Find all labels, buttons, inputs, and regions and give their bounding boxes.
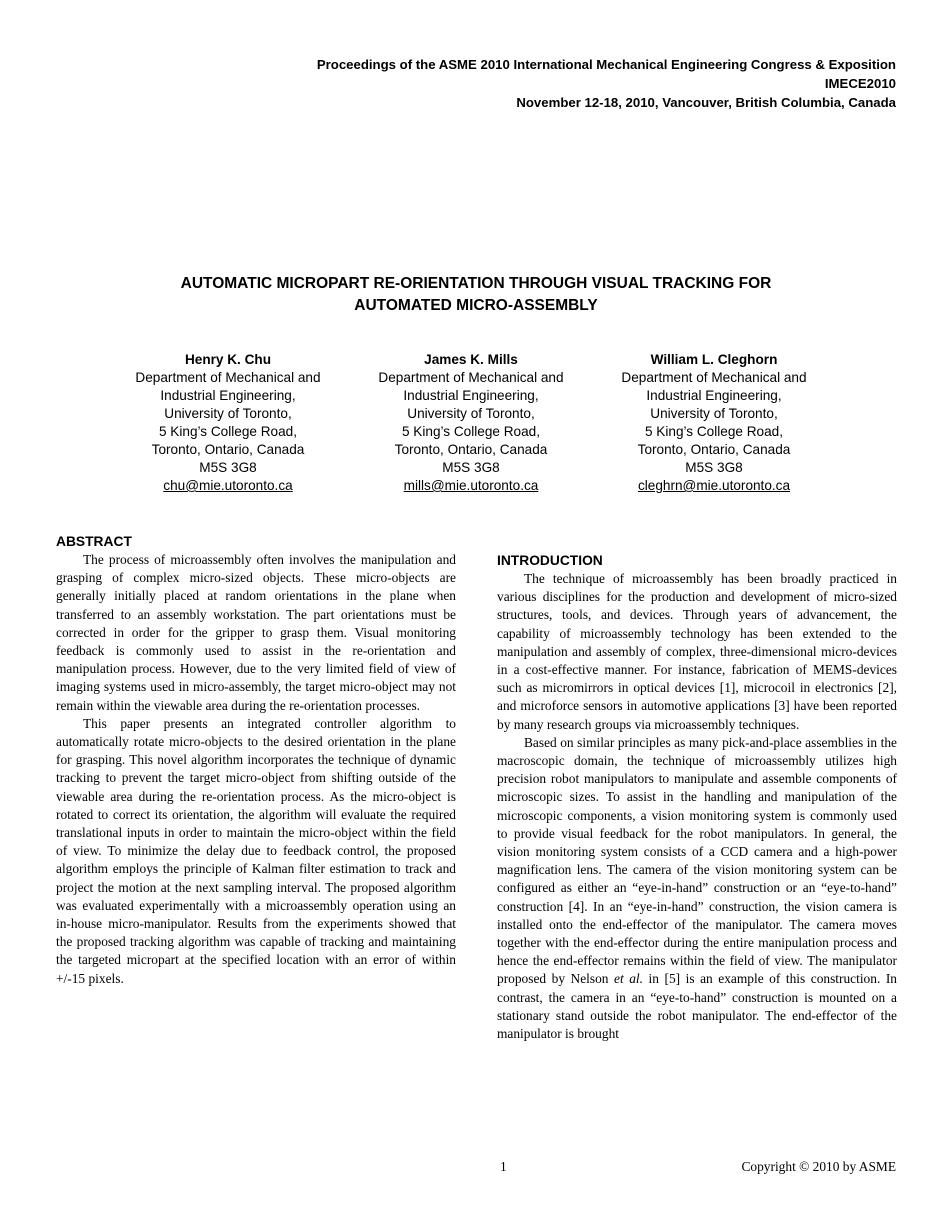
- author-name: James K. Mills: [424, 352, 518, 367]
- author-university: University of Toronto,: [407, 406, 535, 421]
- author-dept-line1: Department of Mechanical and: [378, 370, 564, 385]
- abstract-heading: ABSTRACT: [56, 534, 132, 549]
- page-footer: [56, 1159, 896, 1179]
- intro-p2-text-a: Based on similar principles as many pick-and-place assemblies in the macroscopic domain, the technique of microassembly utilizes high precision robot manipulators to manipulate and assemble components of microscopic sizes. To assist in the handling and manipulation of the microscopic components, a vision monitoring system is commonly used to provide visual feedback for the robot manipulators. In general, the vision monitoring system consists of a CCD camera and a high-power magnification lens. The camera of the vision monitoring system can be configured as either an “eye-in-hand” construction or an “eye-to-hand” construction [4]. In an “eye-in-hand” construction, the vision camera is installed onto the end-effector of the manipulator. The camera moves together with the end-effector during the entire manipulation process and hence the end-effector remains within the field of view. The manipulator proposed by Nelson: [497, 734, 897, 987]
- author-university: University of Toronto,: [164, 406, 292, 421]
- author-name: Henry K. Chu: [184, 352, 272, 367]
- proceedings-header: [317, 55, 896, 112]
- header-code: IMECE2010: [824, 76, 896, 91]
- introduction-section: [497, 552, 897, 1043]
- author-city: Toronto, Ontario, Canada: [151, 442, 305, 457]
- author-dept-line2: Industrial Engineering,: [646, 388, 782, 403]
- author-university: University of Toronto,: [650, 406, 778, 421]
- author-postal-code: M5S 3G8: [199, 460, 257, 475]
- author-city: Toronto, Ontario, Canada: [394, 442, 548, 457]
- title-line-2: AUTOMATED MICRO-ASSEMBLY: [354, 297, 598, 314]
- header-dates-location: November 12-18, 2010, Vancouver, British Columbia, Canada: [516, 95, 896, 110]
- author-city: Toronto, Ontario, Canada: [637, 442, 791, 457]
- author-3: [591, 351, 837, 495]
- author-postal-code: M5S 3G8: [685, 460, 743, 475]
- author-email-link[interactable]: cleghrn@mie.utoronto.ca: [637, 478, 791, 493]
- author-dept-line2: Industrial Engineering,: [403, 388, 539, 403]
- author-postal-code: M5S 3G8: [442, 460, 500, 475]
- author-street: 5 King’s College Road,: [644, 424, 784, 439]
- author-block: [105, 351, 845, 511]
- author-dept-line1: Department of Mechanical and: [621, 370, 807, 385]
- abstract-paragraph-2: This paper presents an integrated controller algorithm to automatically rotate micro-objects to the desired orientation in the plane for grasping. This novel algorithm incorporates the technique of dynamic tracking to prevent the target micro-object from shifting outside of the viewable area during the re-orientation process. As the micro-object is rotated to correct its orientation, the algorithm will evaluate the required translational inputs in order to maintain the micro-object within the field of view. To minimize the delay due to feedback control, the proposed algorithm employs the principle of Kalman filter estimation to track and project the motion at the next sampling interval. The proposed algorithm was evaluated experimentally with a microassembly operation using an in-house micro-manipulator. Results from the experiments showed that the proposed tracking algorithm was capable of tracking and maintaining the targeted micropart at the specified location with an error of within +/-15 pixels.: [56, 715, 456, 986]
- author-name: William L. Cleghorn: [650, 352, 778, 367]
- intro-p2-text-b: in [5] is an example of this construction. In contrast, the camera in an “eye-to-hand” construction is mounted on a stationary stand outside the robot manipulator. The end-effector of the manipulator is brought: [497, 971, 897, 1042]
- introduction-heading: INTRODUCTION: [497, 553, 603, 568]
- introduction-paragraph-2: [497, 734, 897, 1043]
- author-1: [105, 351, 351, 495]
- author-street: 5 King’s College Road,: [158, 424, 298, 439]
- author-email-link[interactable]: mills@mie.utoronto.ca: [403, 478, 539, 493]
- abstract-paragraph-1: The process of microassembly often involves the manipulation and grasping of complex micro-sized objects. These micro-objects are generally initially placed at random orientations in the plane when transferred to an assembly workstation. The part orientations must be corrected in order for the gripper to grasp them. Visual monitoring feedback is commonly used to assist in the re-orientation and manipulation process. However, due to the very limited field of view of imaging systems used in micro-assembly, the target micro-object may not remain within the viewable area during the re-orientation processes.: [56, 552, 456, 713]
- author-street: 5 King’s College Road,: [401, 424, 541, 439]
- abstract-section: [56, 533, 456, 988]
- page-number: 1: [500, 1159, 507, 1174]
- author-dept-line1: Department of Mechanical and: [135, 370, 321, 385]
- title-line-1: AUTOMATIC MICROPART RE-ORIENTATION THROUGH VISUAL TRACKING FOR: [180, 275, 772, 292]
- author-2: [348, 351, 594, 495]
- intro-p2-emphasis: et al.: [614, 971, 643, 987]
- author-dept-line2: Industrial Engineering,: [160, 388, 296, 403]
- paper-title: [56, 273, 896, 317]
- introduction-paragraph-1: The technique of microassembly has been broadly practiced in various disciplines for the production and development of micro-sized structures, tools, and devices. Through years of advancement, the capability of microassembly technology has been extended to the manipulation and assembly of complex, three-dimensional micro-devices in a cost-effective manner. For instance, fabrication of MEMS-devices such as micromirrors in optical devices [1], microcoil in electronics [2], and microforce sensors in automotive applications [3] have been reported by many research groups via microassembly techniques.: [497, 571, 897, 732]
- copyright-notice: Copyright © 2010 by ASME: [741, 1159, 896, 1174]
- header-conference: Proceedings of the ASME 2010 International Mechanical Engineering Congress & Exposition: [316, 57, 896, 72]
- author-email-link[interactable]: chu@mie.utoronto.ca: [163, 478, 293, 493]
